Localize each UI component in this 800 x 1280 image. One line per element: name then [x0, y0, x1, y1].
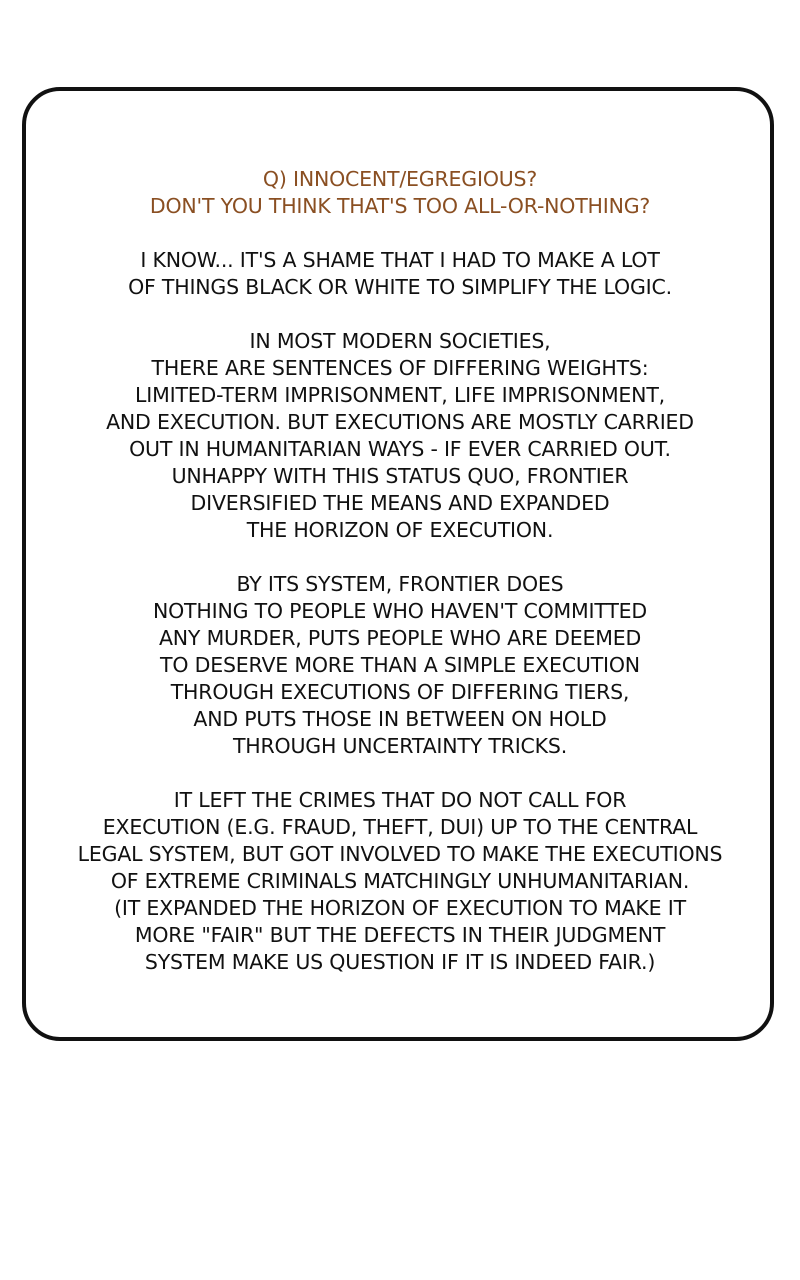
question-line: Q) INNOCENT/EGREGIOUS?: [262, 167, 538, 191]
text-line: MORE "FAIR" BUT THE DEFECTS IN THEIR JUDGMENT: [134, 923, 666, 947]
text-line: AND PUTS THOSE IN BETWEEN ON HOLD: [193, 707, 607, 731]
answer-paragraph-4: [24, 787, 776, 976]
text-line: OF EXTREME CRIMINALS MATCHINGLY UNHUMANITARIAN.: [110, 869, 690, 893]
answer-paragraph-1: [24, 247, 776, 301]
text-line: SYSTEM MAKE US QUESTION IF IT IS INDEED FAIR.): [144, 950, 656, 974]
text-line: EXECUTION (E.G. FRAUD, THEFT, DUI) UP TO THE CENTRAL: [102, 815, 698, 839]
text-line: IN MOST MODERN SOCIETIES,: [249, 329, 551, 353]
text-line: THROUGH UNCERTAINTY TRICKS.: [232, 734, 568, 758]
text-line: LIMITED-TERM IMPRISONMENT, LIFE IMPRISONMENT,: [135, 383, 665, 407]
text-line: DIVERSIFIED THE MEANS AND EXPANDED: [190, 491, 610, 515]
text-line: TO DESERVE MORE THAN A SIMPLE EXECUTION: [160, 653, 640, 677]
text-line: OUT IN HUMANITARIAN WAYS - IF EVER CARRIED OUT.: [129, 437, 671, 461]
answer-paragraph-3: [24, 571, 776, 760]
text-line: THERE ARE SENTENCES OF DIFFERING WEIGHTS:: [151, 356, 649, 380]
text-line: AND EXECUTION. BUT EXECUTIONS ARE MOSTLY CARRIED: [106, 410, 694, 434]
text-line: LEGAL SYSTEM, BUT GOT INVOLVED TO MAKE THE EXECUTIONS: [77, 842, 723, 866]
question-line: DON'T YOU THINK THAT'S TOO ALL-OR-NOTHING?: [149, 194, 651, 218]
text-line: THE HORIZON OF EXECUTION.: [246, 518, 554, 542]
text-line: OF THINGS BLACK OR WHITE TO SIMPLIFY THE LOGIC.: [128, 275, 672, 299]
text-line: UNHAPPY WITH THIS STATUS QUO, FRONTIER: [171, 464, 629, 488]
answer-paragraph-2: [24, 328, 776, 544]
text-line: (IT EXPANDED THE HORIZON OF EXECUTION TO MAKE IT: [114, 896, 686, 920]
text-line: I KNOW... IT'S A SHAME THAT I HAD TO MAKE A LOT: [140, 248, 660, 272]
text-line: BY ITS SYSTEM, FRONTIER DOES: [236, 572, 564, 596]
text-line: THROUGH EXECUTIONS OF DIFFERING TIERS,: [170, 680, 630, 704]
text-line: ANY MURDER, PUTS PEOPLE WHO ARE DEEMED: [158, 626, 642, 650]
question-heading: [24, 166, 776, 220]
text-line: NOTHING TO PEOPLE WHO HAVEN'T COMMITTED: [152, 599, 647, 623]
panel-content: [24, 166, 776, 976]
text-line: IT LEFT THE CRIMES THAT DO NOT CALL FOR: [173, 788, 627, 812]
